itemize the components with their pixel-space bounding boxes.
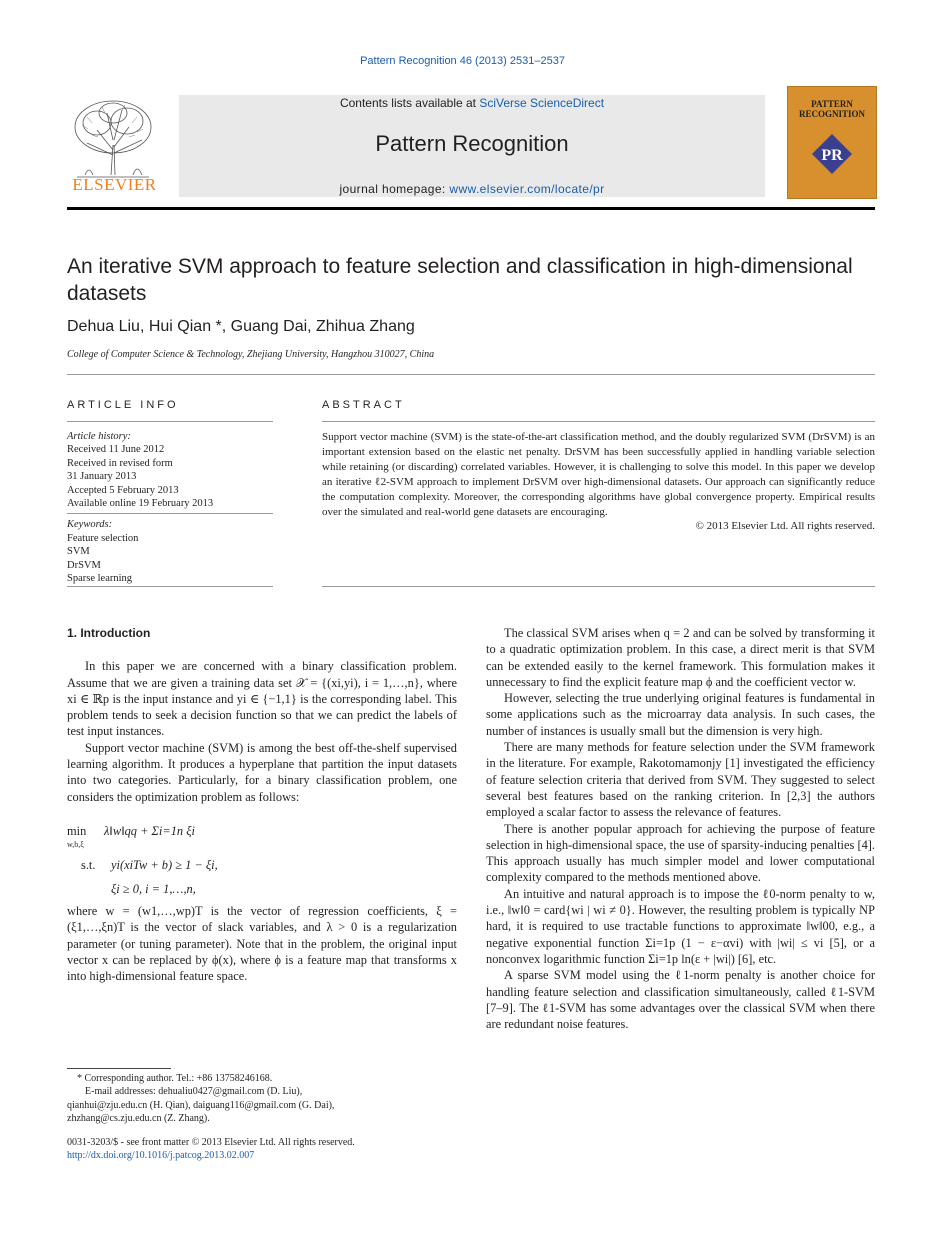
homepage-link[interactable]: www.elsevier.com/locate/pr [449,182,605,196]
history-item: Accepted 5 February 2013 [67,484,179,496]
abstract-rule [322,421,875,422]
keywords-label: Keywords: [67,519,113,531]
header-rule [67,207,875,210]
keyword: SVM [67,546,90,558]
doi-link[interactable]: http://dx.doi.org/10.1016/j.patcog.2013.02.007 [67,1150,255,1162]
history-label: Article history: [67,431,131,442]
paragraph: There is another popular approach for achieving the purpose of feature selection in high-dimensional space, the use of sparsity-inducing penalties [4]. This approach usually has much simpler model and lower computational complexity compared to the methods mentioned above. [486,821,875,885]
keywords-rule [67,513,273,514]
paragraph: A sparse SVM model using the ℓ1-norm penalty is another choice for handling feature selection and classification simultaneously, called ℓ1-SVM [7–9]. The ℓ1-SVM has some advantages over the classical SVM when there are redundant noise features. [486,968,875,1032]
paragraph: In this paper we are concerned with a binary classification problem. Assume that we are given a training data set 𝒳 = {(xi,yi), i = 1,…,n}, where xi ∈ ℝp is the input instance and yi ∈ {−1,1} is the corresponding label. This problem tends to seek a decision function so that we can predict the labels of test input instances. [67,659,457,739]
svg-text:PR: PR [821,147,843,164]
section-heading: 1. Introduction [67,626,151,640]
author-list: Dehua Liu, Hui Qian *, Guang Dai, Zhihua Zhang [67,318,415,335]
email-line: qianhui@zju.edu.cn (H. Qian), daiguang116@gmail.com (G. Dai), [67,1099,335,1111]
paragraph: Support vector machine (SVM) is among the best off-the-shelf supervised learning algorithm. It produces a hyperplane that partition the input datasets into two categories. Particularly, for a binary classification problem, one considers the optimization problem as follows: [67,740,457,804]
cover-title: PATTERN RECOGNITION [798,99,865,119]
paragraph: There are many methods for feature selection under the SVM framework in the literature. For example, Rakotomamonjy [1] investigated the efficiency of feature selection criteria that derived from SVM. They suggested to select several best features based on the ranking criterion. In [2,3] the authors employed a scalar factor to assess the relevance of features. [486,740,875,820]
history-item: Received 11 June 2012 [67,444,165,456]
email-line: zhzhang@cs.zju.edu.cn (Z. Zhang). [67,1113,210,1125]
paragraph: The classical SVM arises when q = 2 and can be solved by transforming it to a quadratic optimization problem. In this case, a direct merit is that SVM can be extended easily to the kernel framework. This formulation makes it unnecessary to find the explicit feature map ϕ and the coefficient vector w. [486,626,875,689]
keyword: Feature selection [67,532,139,544]
eq-min-sub: w,b,ξ [67,839,84,849]
article-info-bottom-rule [67,586,273,587]
front-matter [67,1136,457,1163]
elsevier-logo [67,95,162,197]
elsevier-wordmark: ELSEVIER [72,175,157,194]
pr-monogram-icon [810,132,854,176]
abstract-bottom-rule [322,586,875,587]
abstract-text: Support vector machine (SVM) is the state-of-the-art classification method, and the doubly regularized SVM (DrSVM) is an important extension based on the elastic net penalty. DrSVM has been successfully applied in handling variable selection while retaining (or discarding) correlated variables. However, it is challenging to solve this model. In this paper we develop an iterative ℓ2-SVM approach to implement DrSVM over high-dimensional datasets. Our approach can significantly reduce the computation complexity. Moreover, the corresponding algorithms have global convergence property. Empirical results over the simulated and real-world gene datasets are encouraging. [322,431,875,518]
affiliation: College of Computer Science & Technology, Zhejiang University, Hangzhou 310027, China [67,349,435,360]
sciencedirect-link[interactable]: SciVerse ScienceDirect [479,96,605,110]
eq-constraint-2: ξi ≥ 0, i = 1,…,n, [111,881,196,896]
contents-prefix: Contents lists available at [339,96,480,110]
article-title: An iterative SVM approach to feature selection and classification in high-dimensional datasets [67,255,853,305]
footnote-rule [67,1068,171,1069]
title-rule [67,374,875,375]
contents-line [179,96,765,110]
footnote [67,1072,457,1126]
paragraph: where w = (w1,…,wp)T is the vector of regression coefficients, ξ = (ξ1,…,ξn)T is the vector of slack variables, and λ > 0 is a regularization parameter (or tuning parameter). Note that in the problem, the original input vector x can be replaced by ϕ(x), where ϕ is a feature map that transforms x into high-dimensional feature space. [67,903,457,984]
corresponding-author: * Corresponding author. Tel.: +86 13758246168. [77,1073,273,1084]
abstract [322,430,875,534]
paragraph: However, selecting the true underlying original features is fundamental in some applications such as the microarray data analysis. In such cases, the number of instances is usually small but the dimension is very high. [486,691,875,738]
eq-objective: λ‖w‖qq + Σi=1n ξi [104,823,195,838]
eq-min: min [67,823,87,838]
issn-line: 0031-3203/$ - see front matter © 2013 Elsevier Ltd. All rights reserved. [67,1137,355,1148]
paragraph: An intuitive and natural approach is to impose the ℓ0-norm penalty to w, i.e., ‖w‖0 = card{wi | wi ≠ 0}. However, the resulting problem is typically NP hard, it is required to use tractable functions to approximate ‖w‖00, e.g., a negative exponential function Σi=1p (1 − ε−αvi) with |wi| ≤ vi [5], or a nonconvex logarithmic function Σi=1p ln(ε + |wi|) [6], etc. [486,886,875,966]
email-line: E-mail addresses: dehualiu0427@gmail.com (D. Liu), [85,1086,303,1098]
history-item: 31 January 2013 [67,471,137,483]
journal-name: Pattern Recognition [375,131,569,156]
eq-st: s.t. [81,857,96,872]
journal-cover [787,86,877,199]
keyword: DrSVM [67,559,101,571]
homepage-line [179,182,765,196]
right-column [486,625,875,1032]
journal-citation[interactable]: Pattern Recognition 46 (2013) 2531–2537 [360,55,565,67]
eq-constraint-1: yi(xiTw + b) ≥ 1 − ξi, [111,857,218,872]
homepage-prefix: journal homepage: [339,182,450,196]
optimization-equation [67,815,457,903]
keyword: Sparse learning [67,573,133,585]
history-item: Received in revised form [67,457,173,469]
abstract-heading: ABSTRACT [322,399,405,411]
article-info-heading: ARTICLE INFO [67,399,179,411]
left-column [67,625,457,984]
article-info-rule [67,421,273,422]
article-info [67,430,273,585]
history-item: Available online 19 February 2013 [67,498,214,510]
abstract-copyright: © 2013 Elsevier Ltd. All rights reserved. [695,520,875,533]
